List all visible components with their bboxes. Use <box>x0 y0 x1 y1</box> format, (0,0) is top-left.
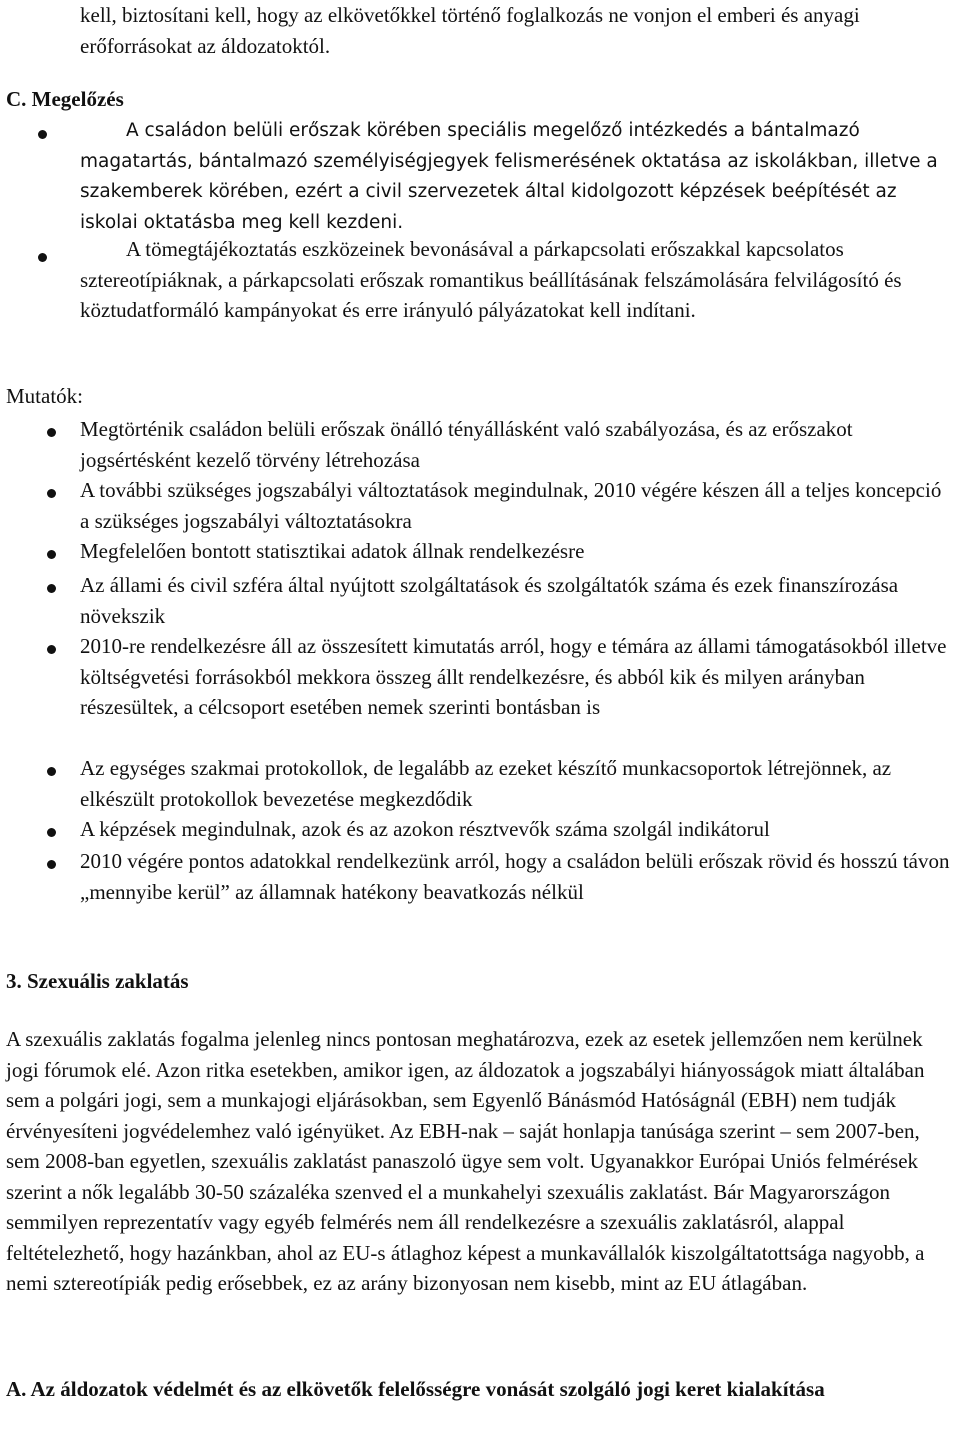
indicator-item: Az állami és civil szféra által nyújtott szolgáltatások és szolgáltatók száma és ezek finanszírozása növekszik <box>80 573 899 628</box>
bullet-icon <box>47 584 56 593</box>
bullet-icon <box>47 428 56 437</box>
bullet-icon <box>47 860 56 869</box>
indicator-item: A képzések megindulnak, azok és az azokon résztvevők száma szolgál indikátorul <box>80 817 770 841</box>
prevention-item: A családon belüli erőszak körében speciális megelőző intézkedés a bántalmazó magatartás, bántalmazó személyiségjegyek felismerésének oktatása az iskolákban, illetve a szakemberek körében, ezért a civil szervezetek által kidolgozott képzések beépítését az iskolai oktatásba meg kell kezdeni. <box>80 120 938 233</box>
bullet-icon <box>38 253 47 262</box>
indicator-item: Megfelelően bontott statisztikai adatok állnak rendelkezésre <box>80 539 585 563</box>
indicators-label: Mutatók: <box>6 384 83 408</box>
prevention-item: A tömegtájékoztatás eszközeinek bevonásával a párkapcsolati erőszakkal kapcsolatos sztereotípiáknak, a párkapcsolati erőszak romantikus beállításának felszámolására felvilágosító és köztudatformáló kampányokat és erre irányuló pályázatokat kell indítani. <box>80 237 902 322</box>
bullet-icon <box>47 828 56 837</box>
indicator-item: 2010-re rendelkezésre áll az összesített kimutatás arról, hogy e témára az állami támogatásokból illetve költségvetési forrásokból mekkora összeg állt rendelkezésre, és abból kik és milyen arányban részesültek, a célcsoport esetében nemek szerinti bontásban is <box>80 634 947 719</box>
section-3-paragraph: A szexuális zaklatás fogalma jelenleg nincs pontosan meghatározva, ezek az esetek jellemzően nem kerülnek jogi fórumok elé. Azon ritka esetekben, amikor igen, az áldozatok a jogszabályi hiányosságok miatt általában sem a polgári jogi, sem a munkajogi eljárásokban, sem Egyenlő Bánásmód Hatóságnál (EBH) nem tudják érvényesíteni jogvédelemhez való igényüket. Az EBH-nak – saját honlapja tanúsága szerint – sem 2007-ben, sem 2008-ban egyetlen, szexuális zaklatást panaszoló ügye sem volt. Ugyanakkor Európai Uniós felmérések szerint a nők legalább 30-50 százaléka szenved el a munkahelyi szexuális zaklatást. Bár Magyarországon semmilyen reprezentatív vagy egyéb felmérés nem áll rendelkezésre a szexuális zaklatásról, alappal feltételezhető, hogy hazánkban, ahol az EU-s átlaghoz képest a munkavállalók kiszolgáltatottsága nagyobb, a nemi sztereotípiák pedig erősebbek, ez az arány bizonyosan nem kisebb, mint az EU átlagában. <box>6 1027 925 1295</box>
bullet-icon <box>47 550 56 559</box>
bullet-icon <box>38 130 47 139</box>
indicator-item: Az egységes szakmai protokollok, de legalább az ezeket készítő munkacsoportok létrejönnek, az elkészült protokollok bevezetése megkezdődik <box>80 756 892 811</box>
bullet-icon <box>47 645 56 654</box>
section-3-heading: 3. Szexuális zaklatás <box>6 969 189 993</box>
indicator-item: Megtörténik családon belüli erőszak önálló tényállásként való szabályozása, és az erőszakot jogsértésként kezelő törvény létrehozása <box>80 417 853 472</box>
section-a-heading: A. Az áldozatok védelmét és az elkövetők felelősségre vonását szolgáló jogi keret kialakítása <box>6 1377 825 1401</box>
bullet-icon <box>47 767 56 776</box>
bullet-icon <box>47 489 56 498</box>
top-paragraph: kell, biztosítani kell, hogy az elkövetőkkel történő foglalkozás ne vonjon el emberi és anyagi erőforrásokat az áldozatoktól. <box>80 3 860 58</box>
section-c-heading: C. Megelőzés <box>6 87 124 111</box>
indicator-item: A további szükséges jogszabályi változtatások megindulnak, 2010 végére készen áll a teljes koncepció a szükséges jogszabályi változtatásokra <box>80 478 942 533</box>
indicator-item: 2010 végére pontos adatokkal rendelkezünk arról, hogy a családon belüli erőszak rövid és hosszú távon „mennyibe kerül” az államnak hatékony beavatkozás nélkül <box>80 849 950 904</box>
